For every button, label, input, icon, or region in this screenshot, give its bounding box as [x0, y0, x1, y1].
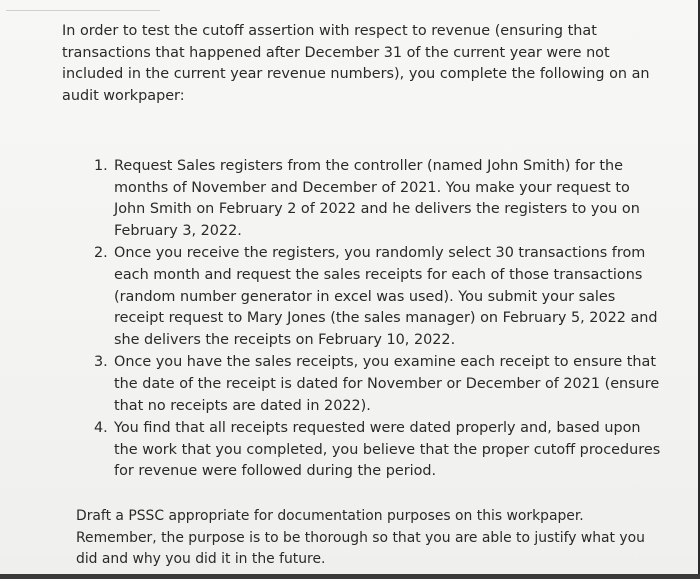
intro-paragraph: In order to test the cutoff assertion with respect to revenue (ensuring that transactions that happened after December 31 of the current year were not included in the current year revenue numbers), you complete the following on an audit workpaper: [62, 23, 650, 104]
step-number: 3. [94, 354, 108, 371]
procedure-step-3 [62, 352, 662, 417]
step-text: Request Sales registers from the controller (named John Smith) for the months of November and December of 2021. You make your request to John Smith on February 2 of 2022 and he delivers the registers to you on February 3, 2022. [114, 158, 640, 239]
step-text: You find that all receipts requested were dated properly and, based upon the work that you completed, you believe that the proper cutoff procedures for revenue were followed during the period. [114, 420, 661, 480]
top-divider [6, 10, 160, 11]
closing-instructions: Draft a PSSC appropriate for documentation purposes on this workpaper. Remember, the purpose is to be thorough so that you are able to justify what you did and why you did it in the future. [76, 508, 645, 567]
procedure-list [62, 156, 662, 484]
procedure-step-1 [62, 156, 662, 242]
step-number: 2. [94, 245, 108, 262]
procedure-step-4 [62, 418, 662, 483]
bottom-edge-border [0, 574, 700, 579]
step-number: 4. [94, 420, 108, 437]
step-text: Once you receive the registers, you randomly select 30 transactions from each month and request the sales receipts for each of those transactions (random number generator in excel was used). You submit your sales receipt request to Mary Jones (the sales manager) on February 5, 2022 and she delivers the receipts on February 10, 2022. [114, 245, 658, 348]
procedure-step-2 [62, 243, 662, 351]
step-text: Once you have the sales receipts, you examine each receipt to ensure that the date of the receipt is dated for November or December of 2021 (ensure that no receipts are dated in 2022). [114, 354, 660, 414]
step-number: 1. [94, 158, 108, 174]
